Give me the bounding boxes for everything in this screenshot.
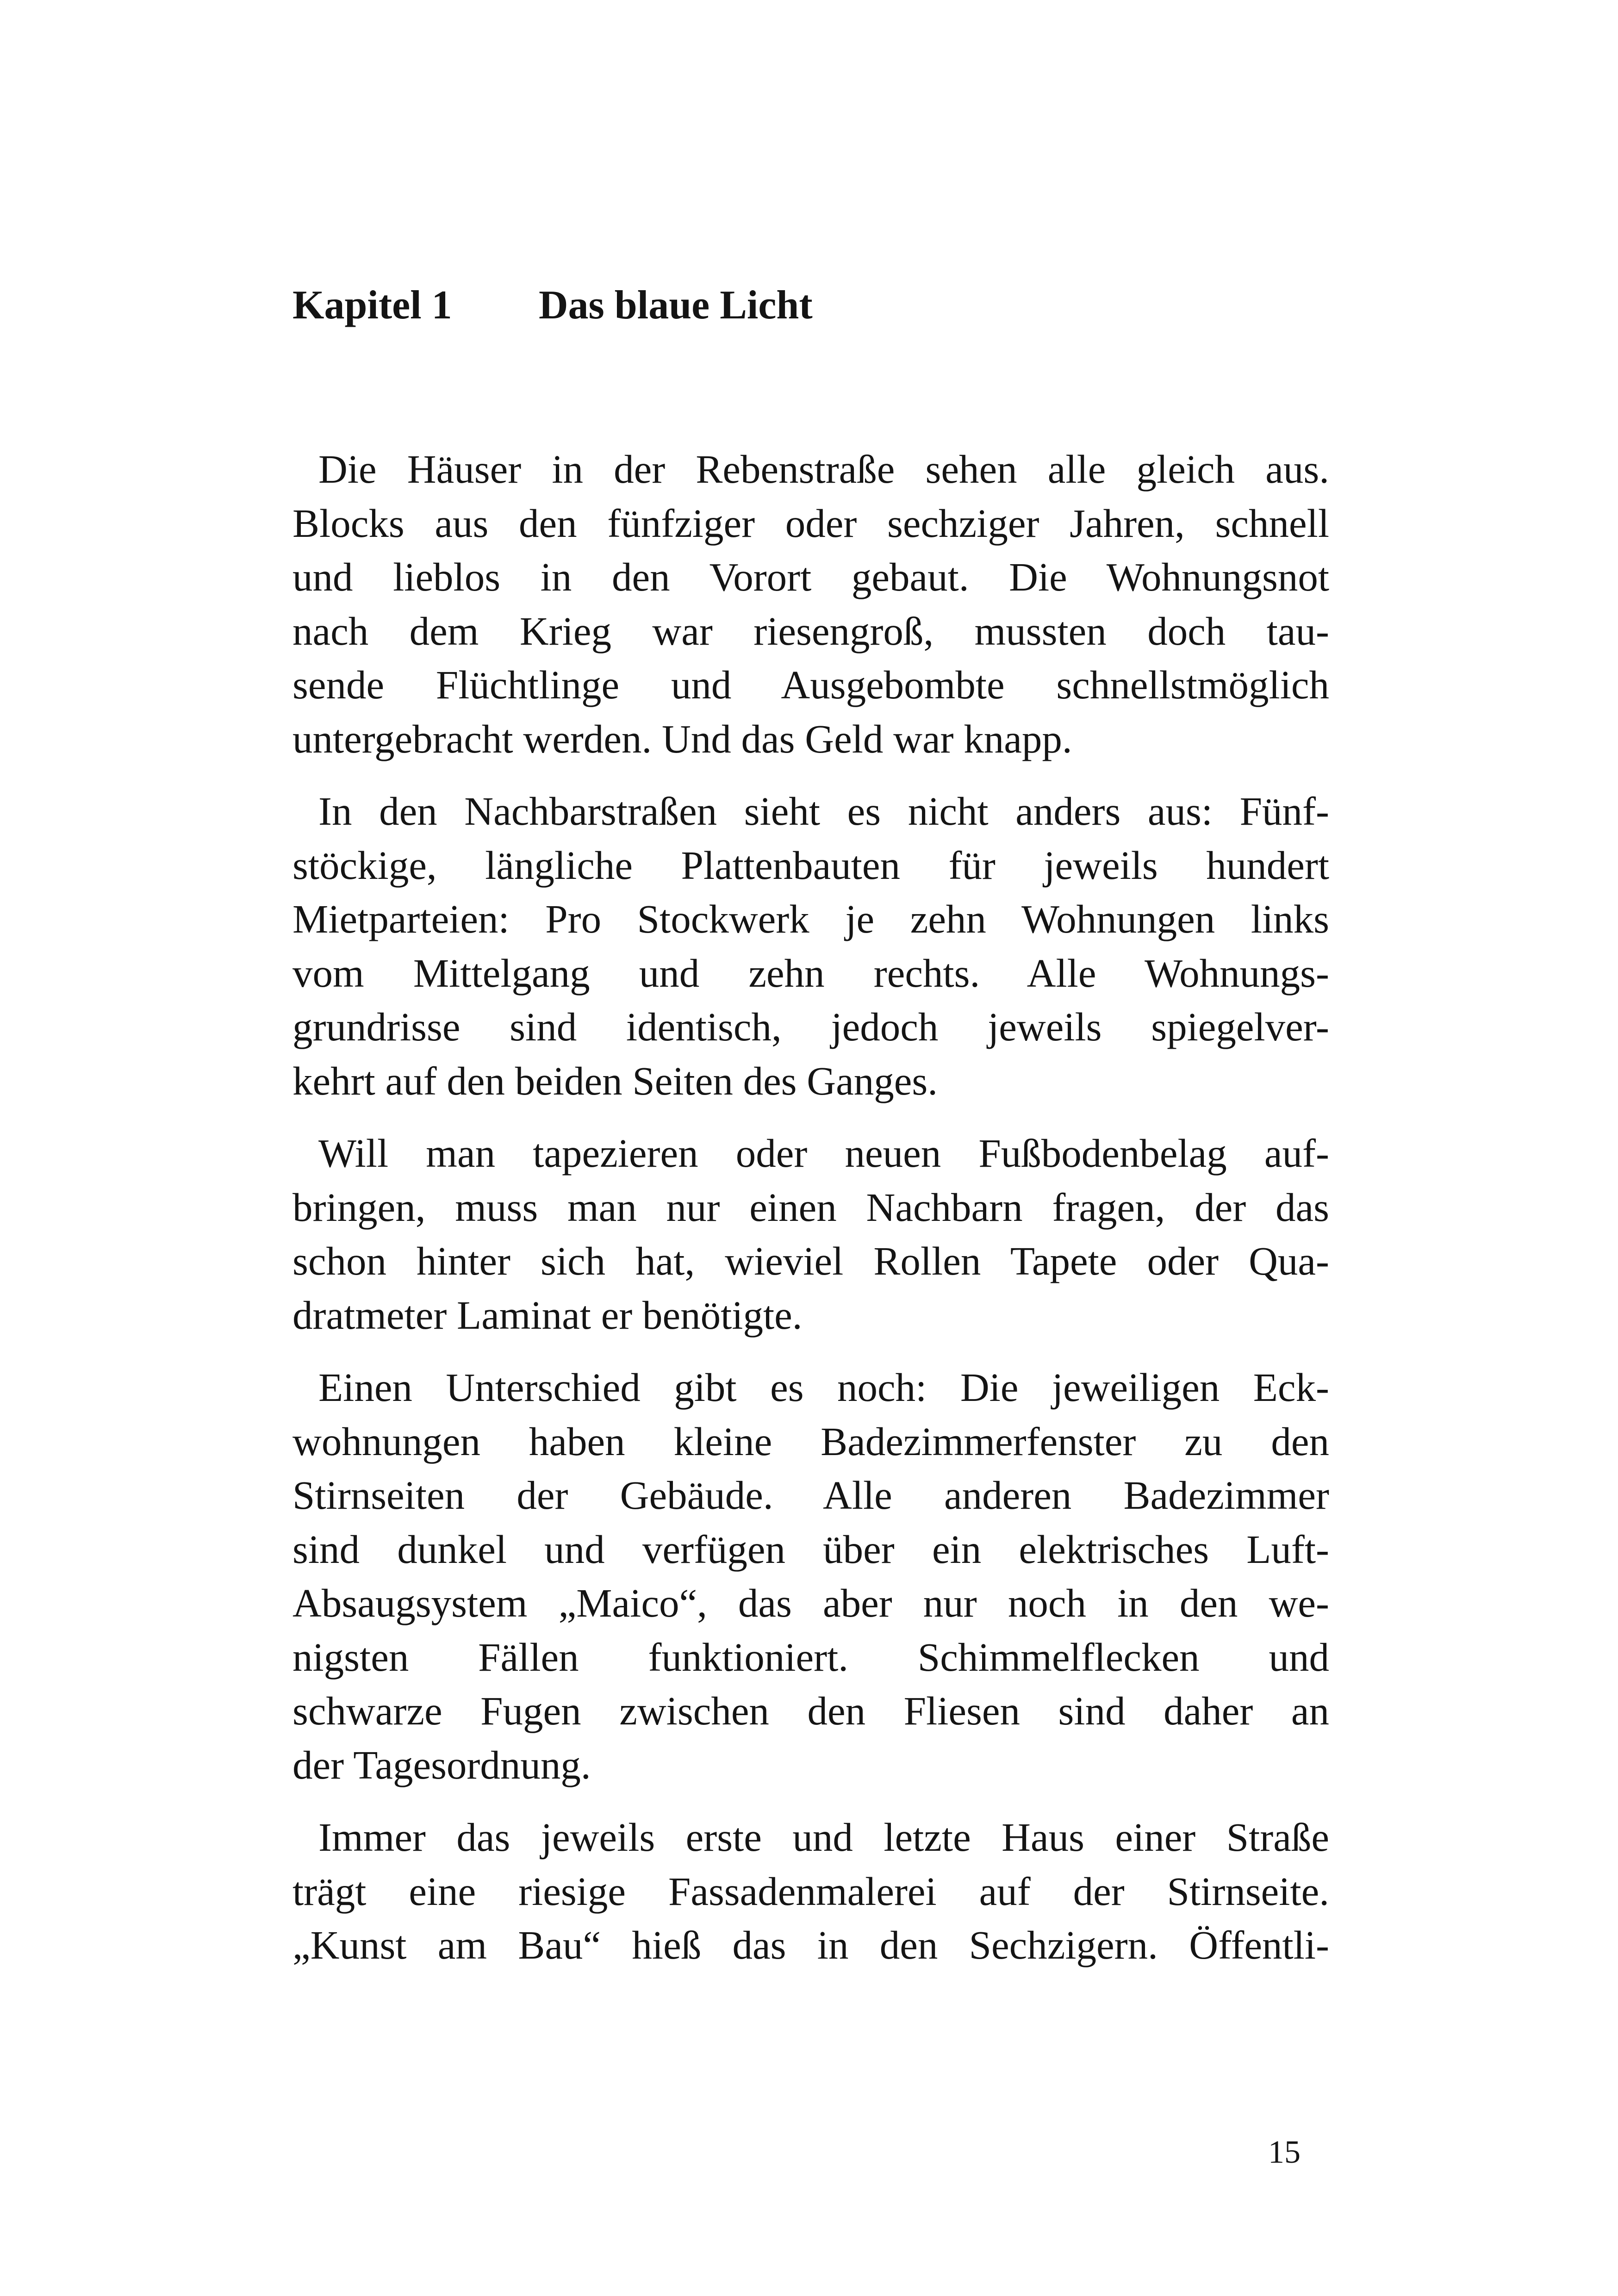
text-line: In den Nachbarstraßen sieht es nicht anders aus: Fünf-	[318, 789, 1329, 834]
chapter-title: Das blaue Licht	[539, 283, 813, 328]
paragraph	[292, 1361, 1329, 1792]
text-line: Einen Unterschied gibt es noch: Die jeweiligen Eck-	[318, 1365, 1329, 1410]
text-line: untergebracht werden. Und das Geld war knapp.	[292, 716, 1072, 761]
text-line: Will man tapezieren oder neuen Fußbodenbelag auf-	[318, 1131, 1329, 1176]
text-line: dratmeter Laminat er benötigte.	[292, 1292, 803, 1338]
text-line: trägt eine riesige Fassadenmalerei auf der Stirnseite.	[292, 1868, 1329, 1914]
text-line: kehrt auf den beiden Seiten des Ganges.	[292, 1058, 938, 1103]
text-line: sende Flüchtlinge und Ausgebombte schnellstmöglich	[292, 662, 1329, 707]
text-line: sind dunkel und verfügen über ein elektrisches Luft-	[292, 1526, 1329, 1572]
text-line: nach dem Krieg war riesengroß, mussten doch tau-	[292, 608, 1329, 653]
text-line: Stirnseiten der Gebäude. Alle anderen Badezimmer	[292, 1473, 1329, 1518]
text-line: „Kunst am Bau“ hieß das in den Sechzigern. Öffentli-	[292, 1923, 1329, 1967]
text-line: Die Häuser in der Rebenstraße sehen alle gleich aus.	[318, 447, 1329, 492]
text-line: schon hinter sich hat, wieviel Rollen Tapete oder Qua-	[292, 1238, 1329, 1283]
paragraph	[292, 1811, 1329, 1972]
body-text	[292, 442, 1329, 1991]
text-line: grundrisse sind identisch, jedoch jeweils spiegelver-	[292, 1004, 1329, 1049]
paragraph	[292, 442, 1329, 766]
text-line: vom Mittelgang und zehn rechts. Alle Wohnungs-	[292, 950, 1329, 996]
text-line: stöckige, längliche Plattenbauten für jeweils hundert	[292, 842, 1329, 888]
text-line: bringen, muss man nur einen Nachbarn fragen, der das	[292, 1184, 1329, 1230]
text-line: und lieblos in den Vorort gebaut. Die Wohnungsnot	[292, 554, 1329, 599]
chapter-number: Kapitel 1	[292, 283, 452, 328]
text-line: Immer das jeweils erste und letzte Haus einer Straße	[318, 1815, 1329, 1860]
text-line: schwarze Fugen zwischen den Fliesen sind daher an	[292, 1688, 1329, 1733]
text-line: nigsten Fällen funktioniert. Schimmelflecken und	[292, 1634, 1329, 1680]
text-line: der Tagesordnung.	[292, 1742, 591, 1787]
page-number: 15	[1268, 2134, 1301, 2170]
text-line: wohnungen haben kleine Badezimmerfenster zu den	[292, 1419, 1329, 1464]
text-line: Mietparteien: Pro Stockwerk je zehn Wohnungen links	[292, 896, 1329, 941]
chapter-heading	[292, 278, 813, 333]
text-line: Blocks aus den fünfziger oder sechziger Jahren, schnell	[292, 500, 1329, 546]
text-line: Absaugsystem „Maico“, das aber nur noch in den we-	[292, 1580, 1329, 1625]
paragraph	[292, 784, 1329, 1108]
paragraph	[292, 1126, 1329, 1342]
